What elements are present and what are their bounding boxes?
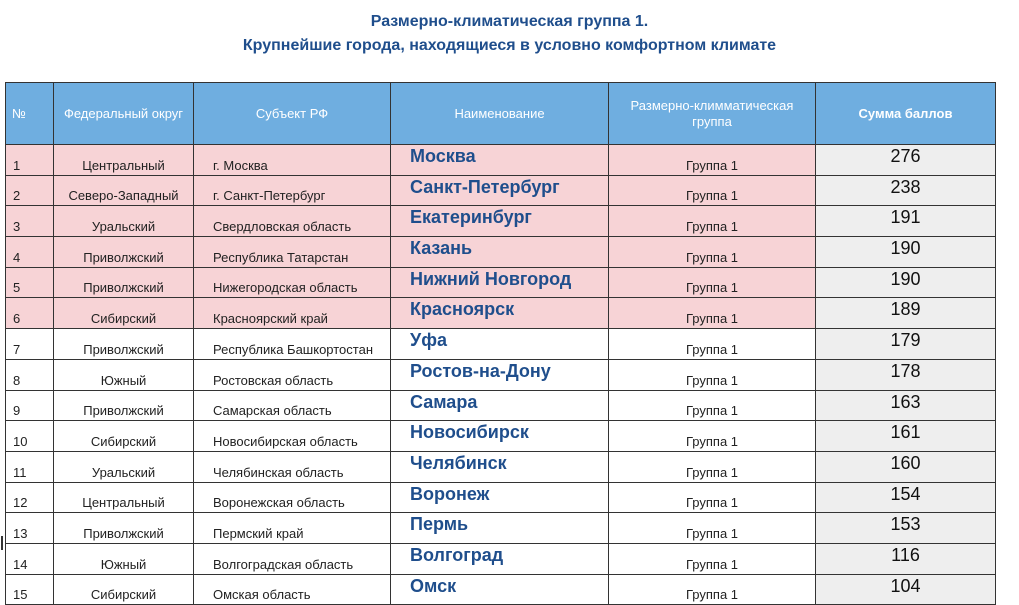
row-score: 189 xyxy=(816,298,996,329)
row-okrug: Приволжский xyxy=(54,329,194,360)
row-okrug: Центральный xyxy=(54,145,194,176)
cities-table xyxy=(5,82,996,605)
row-num: 14 xyxy=(6,543,54,574)
row-group: Группа 1 xyxy=(609,543,816,574)
title-line-1: Размерно-климатическая группа 1. xyxy=(370,13,649,30)
row-num: 1 xyxy=(6,145,54,176)
row-num: 8 xyxy=(6,359,54,390)
row-subject: Омская область xyxy=(194,574,391,605)
table-row xyxy=(6,267,996,298)
row-group: Группа 1 xyxy=(609,175,816,206)
row-city: Пермь xyxy=(391,513,609,544)
row-city: Казань xyxy=(391,237,609,268)
row-group: Группа 1 xyxy=(609,513,816,544)
row-num: 7 xyxy=(6,329,54,360)
row-score: 153 xyxy=(816,513,996,544)
row-num: 11 xyxy=(6,451,54,482)
row-score: 179 xyxy=(816,329,996,360)
row-city: Волгоград xyxy=(391,543,609,574)
row-subject: Красноярский край xyxy=(194,298,391,329)
row-subject: Челябинская область xyxy=(194,451,391,482)
row-subject: Воронежская область xyxy=(194,482,391,513)
table-row xyxy=(6,237,996,268)
row-city: Москва xyxy=(391,145,609,176)
row-subject: г. Санкт-Петербург xyxy=(194,175,391,206)
row-okrug: Сибирский xyxy=(54,298,194,329)
row-group: Группа 1 xyxy=(609,237,816,268)
table-row xyxy=(6,359,996,390)
header-okrug: Федеральный округ xyxy=(54,83,194,145)
row-subject: Свердловская область xyxy=(194,206,391,237)
row-group: Группа 1 xyxy=(609,390,816,421)
table-row xyxy=(6,298,996,329)
header-name: Наименование xyxy=(391,83,609,145)
row-num: 15 xyxy=(6,574,54,605)
header-num: № xyxy=(6,83,54,145)
row-okrug: Центральный xyxy=(54,482,194,513)
header-score: Сумма баллов xyxy=(816,83,996,145)
table-row xyxy=(6,175,996,206)
table-row xyxy=(6,451,996,482)
table-row xyxy=(6,329,996,360)
row-okrug: Уральский xyxy=(54,206,194,237)
table-row xyxy=(6,482,996,513)
row-score: 276 xyxy=(816,145,996,176)
row-subject: г. Москва xyxy=(194,145,391,176)
row-city: Санкт-Петербург xyxy=(391,175,609,206)
row-group: Группа 1 xyxy=(609,451,816,482)
row-subject: Новосибирская область xyxy=(194,421,391,452)
row-score: 191 xyxy=(816,206,996,237)
table-row xyxy=(6,206,996,237)
row-okrug: Сибирский xyxy=(54,574,194,605)
row-city: Воронеж xyxy=(391,482,609,513)
row-num: 3 xyxy=(6,206,54,237)
row-subject: Республика Башкортостан xyxy=(194,329,391,360)
row-okrug: Приволжский xyxy=(54,390,194,421)
row-score: 104 xyxy=(816,574,996,605)
row-city: Ростов-на-Дону xyxy=(391,359,609,390)
row-okrug: Южный xyxy=(54,359,194,390)
table-row xyxy=(6,574,996,605)
row-num: 10 xyxy=(6,421,54,452)
row-score: 178 xyxy=(816,359,996,390)
row-group: Группа 1 xyxy=(609,298,816,329)
row-city: Екатеринбург xyxy=(391,206,609,237)
row-city: Нижний Новгород xyxy=(391,267,609,298)
row-okrug: Северо-Западный xyxy=(54,175,194,206)
row-num: 5 xyxy=(6,267,54,298)
row-okrug: Уральский xyxy=(54,451,194,482)
row-city: Уфа xyxy=(391,329,609,360)
row-city: Красноярск xyxy=(391,298,609,329)
row-group: Группа 1 xyxy=(609,482,816,513)
row-subject: Пермский край xyxy=(194,513,391,544)
row-num: 13 xyxy=(6,513,54,544)
table-header-row xyxy=(6,83,996,145)
row-subject: Ростовская область xyxy=(194,359,391,390)
row-group: Группа 1 xyxy=(609,329,816,360)
row-city: Самара xyxy=(391,390,609,421)
row-city: Омск xyxy=(391,574,609,605)
table-body xyxy=(6,145,996,605)
row-score: 160 xyxy=(816,451,996,482)
row-city: Новосибирск xyxy=(391,421,609,452)
row-score: 116 xyxy=(816,543,996,574)
row-okrug: Южный xyxy=(54,543,194,574)
row-score: 163 xyxy=(816,390,996,421)
table-row xyxy=(6,513,996,544)
row-subject: Республика Татарстан xyxy=(194,237,391,268)
header-group: Размерно-климматическая группа xyxy=(609,83,816,145)
row-okrug: Приволжский xyxy=(54,267,194,298)
row-subject: Нижегородская область xyxy=(194,267,391,298)
table-row xyxy=(6,145,996,176)
row-num: 4 xyxy=(6,237,54,268)
edge-marker xyxy=(1,536,3,550)
header-subject: Субъект РФ xyxy=(194,83,391,145)
row-city: Челябинск xyxy=(391,451,609,482)
row-subject: Самарская область xyxy=(194,390,391,421)
row-score: 190 xyxy=(816,237,996,268)
row-okrug: Приволжский xyxy=(54,237,194,268)
title-line-2: Крупнейшие города, находящиеся в условно комфортном климате xyxy=(242,37,777,54)
row-num: 9 xyxy=(6,390,54,421)
row-group: Группа 1 xyxy=(609,359,816,390)
row-subject: Волгоградская область xyxy=(194,543,391,574)
row-group: Группа 1 xyxy=(609,206,816,237)
row-score: 154 xyxy=(816,482,996,513)
row-group: Группа 1 xyxy=(609,267,816,298)
row-num: 2 xyxy=(6,175,54,206)
row-okrug: Сибирский xyxy=(54,421,194,452)
row-okrug: Приволжский xyxy=(54,513,194,544)
row-group: Группа 1 xyxy=(609,145,816,176)
table-row xyxy=(6,390,996,421)
row-group: Группа 1 xyxy=(609,421,816,452)
row-score: 238 xyxy=(816,175,996,206)
page-title xyxy=(0,10,1019,58)
table-row xyxy=(6,543,996,574)
row-num: 12 xyxy=(6,482,54,513)
row-group: Группа 1 xyxy=(609,574,816,605)
row-score: 161 xyxy=(816,421,996,452)
row-num: 6 xyxy=(6,298,54,329)
row-score: 190 xyxy=(816,267,996,298)
table-row xyxy=(6,421,996,452)
